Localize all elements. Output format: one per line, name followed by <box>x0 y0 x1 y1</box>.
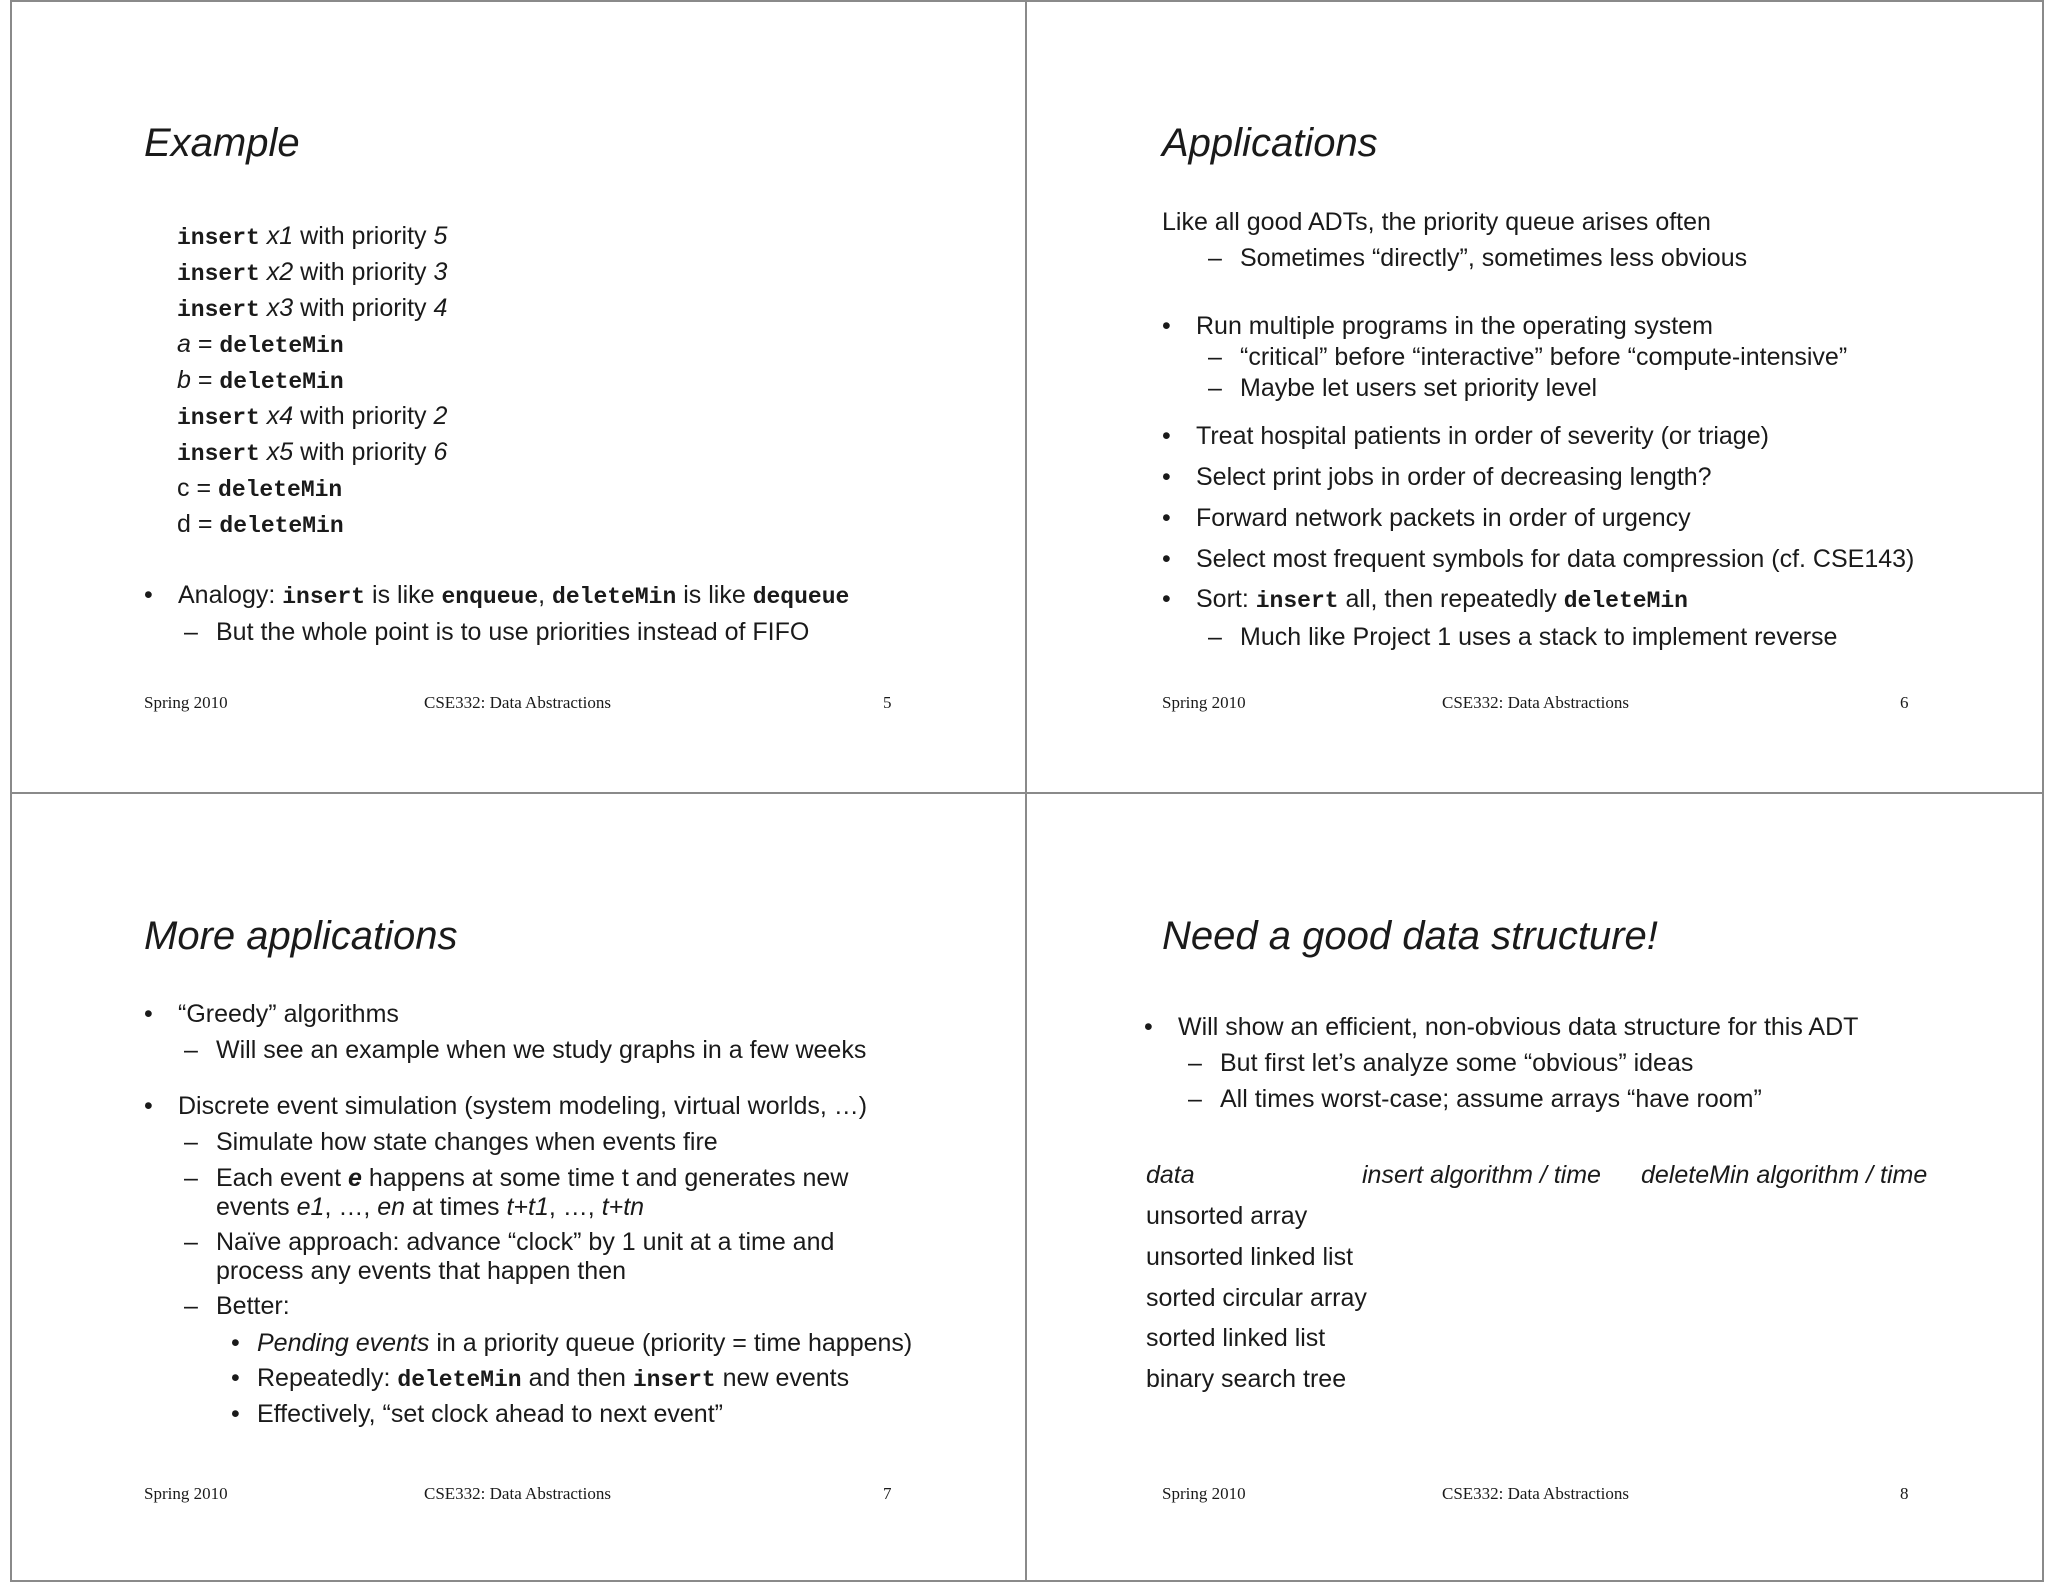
footer-page-number: 8 <box>1900 1484 1909 1503</box>
operation-line: b = deleteMin <box>177 366 344 395</box>
footer-course: CSE332: Data Abstractions <box>424 693 611 712</box>
slide-title: Example <box>144 121 300 165</box>
sub-sub-item: • Pending events in a priority queue (priority = time happens) <box>231 1329 913 1357</box>
bullet-item: • “Greedy” algorithms <box>144 1000 399 1028</box>
bullet-item: • Sort: insert all, then repeatedly deleteMin <box>1162 585 1688 614</box>
sub-item: – Maybe let users set priority level <box>1208 374 1598 402</box>
table-row: sorted circular array <box>1146 1284 1367 1312</box>
sub-item: – Simulate how state changes when events fire <box>184 1128 718 1156</box>
slide-footer <box>1026 1484 2046 1508</box>
slide-title: More applications <box>144 914 458 958</box>
slide-applications <box>1026 0 2046 792</box>
slide-data-structure <box>1026 792 2046 1580</box>
intro-sub: – Sometimes “directly”, sometimes less obvious <box>1208 244 1748 272</box>
operation-line: insert x1 with priority 5 <box>177 222 448 251</box>
sub-item: – Naïve approach: advance “clock” by 1 unit at a time and <box>184 1228 835 1256</box>
footer-date: Spring 2010 <box>1162 693 1246 712</box>
footer-date: Spring 2010 <box>144 693 228 712</box>
sub-item-continuation: events e1, …, en at times t+t1, …, t+tn <box>216 1193 645 1221</box>
sub-item-continuation: process any events that happen then <box>216 1257 627 1285</box>
bullet-item: • Forward network packets in order of urgency <box>1162 504 1691 532</box>
operation-line: d = deleteMin <box>177 510 344 539</box>
footer-course: CSE332: Data Abstractions <box>424 1484 611 1503</box>
footer-page-number: 7 <box>883 1484 892 1503</box>
sub-item: – Better: <box>184 1292 290 1320</box>
sub-item: – “critical” before “interactive” before “compute-intensive” <box>1208 343 1848 371</box>
intro-text: Like all good ADTs, the priority queue arises often <box>1162 208 1711 236</box>
operation-line: insert x2 with priority 3 <box>177 258 448 287</box>
operation-line: insert x5 with priority 6 <box>177 438 448 467</box>
footer-page-number: 5 <box>883 693 892 712</box>
bullet-item: • Discrete event simulation (system modeling, virtual worlds, …) <box>144 1092 868 1120</box>
sub-item: – Each event e happens at some time t and generates new <box>184 1164 849 1192</box>
bullet-item: • Select print jobs in order of decreasing length? <box>1162 463 1712 491</box>
bullet-item: • Select most frequent symbols for data compression (cf. CSE143) <box>1162 545 1915 573</box>
slide-more-applications <box>0 792 1026 1580</box>
sub-item: – Much like Project 1 uses a stack to implement reverse <box>1208 623 1838 651</box>
bullet-item: • Will show an efficient, non-obvious data structure for this ADT <box>1144 1013 1859 1041</box>
footer-date: Spring 2010 <box>144 1484 228 1503</box>
footer-date: Spring 2010 <box>1162 1484 1246 1503</box>
slide-title: Applications <box>1162 121 1378 165</box>
operation-line: c = deleteMin <box>177 474 343 503</box>
sub-item: – Will see an example when we study graphs in a few weeks <box>184 1036 867 1064</box>
bullet-item: • Run multiple programs in the operating system <box>1162 312 1713 340</box>
footer-page-number: 6 <box>1900 693 1909 712</box>
table-header-insert: insert algorithm / time <box>1362 1161 1601 1189</box>
footer-course: CSE332: Data Abstractions <box>1442 1484 1629 1503</box>
bullet-item: • Treat hospital patients in order of severity (or triage) <box>1162 422 1769 450</box>
sub-item: – All times worst-case; assume arrays “have room” <box>1188 1085 1762 1113</box>
table-row: unsorted array <box>1146 1202 1308 1230</box>
sub-sub-item: • Effectively, “set clock ahead to next event” <box>231 1400 723 1428</box>
sub-sub-item: • Repeatedly: deleteMin and then insert new events <box>231 1364 850 1393</box>
slide-footer <box>0 1484 1026 1508</box>
table-header-deletemin: deleteMin algorithm / time <box>1641 1161 1928 1189</box>
slide-example <box>0 0 1026 792</box>
slide-footer <box>0 693 1026 717</box>
analogy-sub: – But the whole point is to use priorities instead of FIFO <box>184 618 810 646</box>
table-row: sorted linked list <box>1146 1324 1326 1352</box>
table-header-data: data <box>1146 1161 1195 1189</box>
sub-item: – But first let’s analyze some “obvious” ideas <box>1188 1049 1694 1077</box>
slide-title: Need a good data structure! <box>1162 914 1658 958</box>
footer-course: CSE332: Data Abstractions <box>1442 693 1629 712</box>
operation-line: insert x3 with priority 4 <box>177 294 448 323</box>
slide-footer <box>1026 693 2046 717</box>
operation-line: a = deleteMin <box>177 330 344 359</box>
table-row: binary search tree <box>1146 1365 1347 1393</box>
table-row: unsorted linked list <box>1146 1243 1354 1271</box>
operation-line: insert x4 with priority 2 <box>177 402 448 431</box>
analogy-bullet: • Analogy: insert is like enqueue, deleteMin is like dequeue <box>144 581 850 610</box>
